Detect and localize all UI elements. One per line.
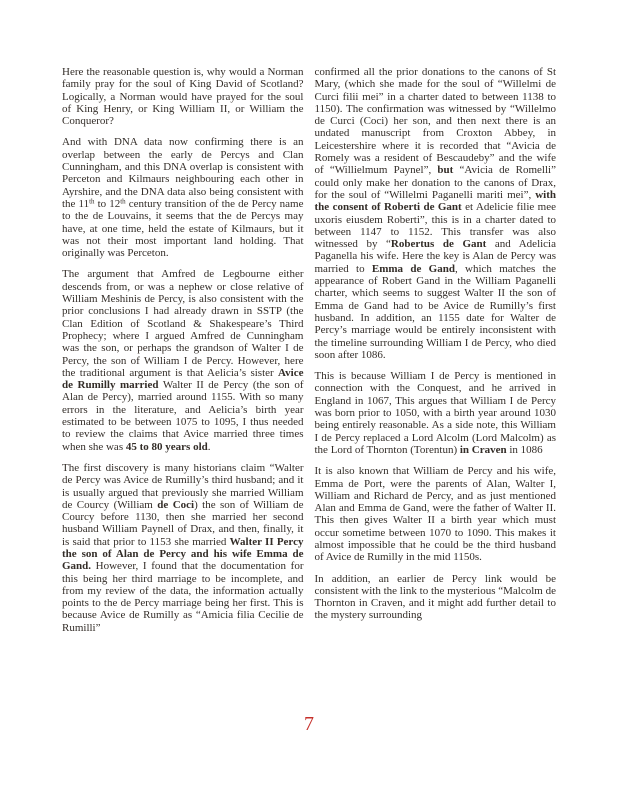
bold-text: 45 to 80 years old xyxy=(125,440,208,453)
text-run: Walter II de Percy (the son of Alan de Percy), married around 1155. With so many errors in the literature, and Aelicia’s birth year estimated to be between 1075 to 1095, I thus needed to review the claims that Avice married three times when she was xyxy=(62,379,304,453)
text-run: However, I found that the documentation for this being her third marriage to be incomplete, and from my review of the data, the information actually points to the de Percy marriage being her first. This is because Avice de Rumilly as “Amicia filia Cecilie de Rumilli” xyxy=(62,560,304,634)
bold-text: with the consent of Roberti de Gant xyxy=(314,188,556,214)
text-run: confirmed all the prior donations to the canons of St Mary, (which she made for the soul of “Willelmi de Curci filii mei” in a charter dated to between 1138 to 1150). The confirmation was witnessed by “Willelmo de Curci (Coci) her son, and then next there is an undated manuscript from Croxton Abbey, in Leicestershire where it is recorded that “Avicia de Romely was a resident of Bescaudeby” and the wife of “Willielmum Paynel”, xyxy=(314,66,556,177)
text-run: in 1086 xyxy=(506,443,543,456)
superscript: th xyxy=(120,197,126,206)
bold-text: Emma de Gand xyxy=(371,262,455,275)
text-run: century transition of the de Percy name to the de Louvains, it seems that the de Percys may have, at one time, held the estate of Kilmaurs, but it was not their most important land holding. That originally was Perceton. xyxy=(62,197,304,260)
text-run: The first discovery is many historians claim “Walter de Percy was Avice de Rumilly’s third husband; and it is usually argued that previously she married William de Courcy (William xyxy=(62,461,304,511)
text-run: , which matches the appearance of Robert Gand in the William Paganelli charter, which seems to suggest Walter II the son of Emma de Gand had to be Avice de Rumilly’s first husband. In addition, an 1155 date for Walter de Percy’s marriage would be entirely inconsistent with the timeline surrounding William I de Percy, who died soon after 1086. xyxy=(314,262,556,361)
text-run: It is also known that William de Percy and his wife, Emma de Port, were the parents of Alan, Walter I, William and Richard de Percy, and as just mentioned Alan and Emma de Gand, were the father of Walter II. This then gives Walter II a birth year which must occur sometime between 1070 to 1090. This makes it almost impossible that he could be the third husband of Avice de Rumilly in the mid 1150s. xyxy=(314,465,556,564)
text-run: et Adelicie filie mee uxoris eiusdem Roberti”, this is in a charter dated to between 1147 to 1152. This transfer was also witnessed by “ xyxy=(314,201,556,251)
text-run: ) the son of William de Courcy before 1130, then she married her second husband William Paynell of Drax, and then, finally, it is said that prior to 1153 she married xyxy=(62,498,304,548)
paragraph xyxy=(62,66,304,127)
paragraph xyxy=(315,370,557,456)
bold-text: Avice de Rumilly married xyxy=(62,366,304,392)
paragraph xyxy=(62,268,304,452)
bold-text: de Coci xyxy=(157,498,195,511)
paragraph xyxy=(62,136,304,259)
bold-text: Walter II Percy the son of Alan de Percy and his wife Emma de Gand. xyxy=(62,535,304,573)
right-column xyxy=(315,66,557,634)
text-run: Here the reasonable question is, why would a Norman family pray for the soul of King David of Scotland? Logically, a Norman would have prayed for the soul of King Henry, or King William II, or William the Conqueror? xyxy=(62,66,304,128)
text-run: . xyxy=(207,440,211,453)
bold-text: but xyxy=(437,164,454,177)
paragraph xyxy=(62,462,304,634)
paragraph xyxy=(315,66,557,361)
text-run: The argument that Amfred de Legbourne either descends from, or was a nephew or close relative of William Meshinis de Percy, is also consistent with the prior conclusions I had already drawn in SSTP (the Clan Edition of Scotland & Shakespeare’s Third Prophecy; where I argued Amfred de Cunningham was the son, or perhaps the grandson of Walter I de Percy, the son of William I de Percy. However, here the traditional argument is that Aelicia’s sister xyxy=(62,268,304,379)
paragraph xyxy=(315,465,557,563)
text-run: “Avicia de Romelli” could only make her donation to the canons of Drax, for the soul of “Willelmi Paganelli mariti mei”, xyxy=(314,164,556,201)
text-run: This is because William I de Percy is mentioned in connection with the Conquest, and he arrived in England in 1067, This argues that William I de Percy was born prior to 1050, with a birth year around 1030 being entirely reasonable. As a side note, this William I de Percy replaced a Lord Alcolm (Lord Malcolm) as the Lord of Thornton (Torentun) xyxy=(314,370,556,456)
page-number: 7 xyxy=(304,713,314,735)
paragraph xyxy=(315,573,557,622)
text-run: to 12 xyxy=(94,197,121,210)
text-run: And with DNA data now confirming there is an overlap between the early de Percys and Clan Cunningham, and this DNA overlap is consistent with Perceton and Kilmaurs neighbouring each other in Ayrshire, and the DNA data also being consistent with the 11 xyxy=(62,136,304,210)
bold-text: in Craven xyxy=(459,443,507,456)
bold-text: Robertus de Gant xyxy=(390,238,487,251)
left-column xyxy=(62,66,304,634)
superscript: th xyxy=(89,197,95,206)
two-column-text xyxy=(62,66,556,634)
text-run: In addition, an earlier de Percy link would be consistent with the link to the mysterious “Malcolm de Thornton in Craven, and it might add further detail to the mystery surrounding xyxy=(314,572,556,622)
text-run: and Adelicia Paganella his wife. Here the key is Alan de Percy was married to xyxy=(314,238,556,275)
